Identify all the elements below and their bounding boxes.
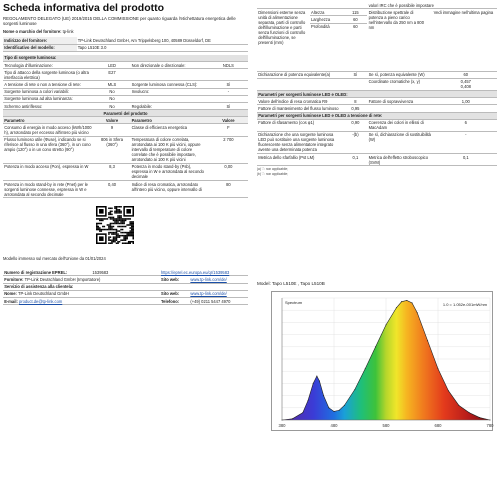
height-label: Altezza — [310, 9, 344, 16]
spectrum-point — [344, 405, 345, 406]
parameter-row — [3, 61, 248, 68]
spectrum-svg — [272, 292, 494, 432]
parameter-row — [3, 81, 248, 88]
spectrum-point — [328, 407, 329, 408]
depth-label: Profondità — [310, 23, 344, 71]
eprel-number: 1539583 — [91, 269, 160, 276]
parameter-row — [257, 98, 497, 105]
parameter-value: 0,1 — [435, 154, 497, 166]
spectrum-point — [427, 340, 428, 341]
chart-title: Model: Tapo L510E , Tapo L510B — [257, 281, 325, 286]
parameter-label: Metrica dello sfarfallio (Pst LM) — [257, 154, 343, 166]
spectrum-point — [323, 395, 324, 396]
placed-on-market: Modello immesso sul mercato dell'Unione da 01/01/2024 — [3, 256, 106, 262]
parameter-label: Non direzionale o direzionale: — [130, 61, 208, 68]
spectrum-point — [316, 376, 317, 377]
address-row — [3, 37, 248, 44]
footer-row-service — [3, 283, 248, 290]
parameter-label: Dichiarazione di potenza equivalente(a) — [257, 72, 343, 79]
parameter-value — [435, 105, 497, 112]
parameter-value: Sì — [343, 72, 367, 79]
parameter-row — [257, 72, 497, 79]
parameter-label: Sorgente luminosa connessa (CLS): — [130, 81, 208, 88]
spectrum-chart — [257, 281, 497, 441]
parameter-value: E27 — [94, 69, 131, 81]
parameter-value — [209, 95, 248, 102]
service-label: Servizio di assistenza alla clientela: — [3, 283, 248, 290]
spectrum-point — [375, 346, 376, 347]
parameter-label: A tensione di rete o non a tensione di rete: — [3, 81, 94, 88]
parameter-row — [257, 105, 497, 112]
parameter-value: -(b) — [343, 131, 367, 153]
parameter-value: 806 in Sfera (360°) — [94, 136, 131, 163]
eprel-link[interactable]: https://eprel.ec.europa.eu/qr/1539583 — [160, 269, 230, 275]
spectral-label: Distribuzione spettrale di potenza a pieno carico nell'intervallo da 250 nm a 800 nm — [367, 9, 429, 71]
parameter-label: Consumo di energia in modo acceso (kWh/1000 h), arrotondato per eccesso all'intero più vicino — [3, 124, 94, 136]
parameter-label: Se sì, dichiarazione di sostituibilità (W) — [367, 131, 434, 153]
parameter-label: Fattore di mantenimento del flusso luminoso — [257, 105, 343, 112]
spectral-value: Vedi immagine nell'ultima pagina — [430, 9, 497, 71]
parameters-table — [3, 55, 248, 198]
parameter-label: Potenza in modo acceso (Pon), espressa in W — [3, 163, 94, 180]
spectrum-point — [417, 312, 418, 313]
x-tick-label: 780 — [486, 423, 494, 428]
supplier2-value: TP-Link Deutschland GmbH (Importatore) — [24, 277, 101, 282]
parameter-row — [257, 119, 497, 131]
address-value: TP-Link Deutschland GmbH, Am Trippelsberg 100, 40589 Düsseldorf, DE — [77, 37, 249, 44]
spectrum-point — [448, 390, 449, 391]
parameter-value: - — [435, 131, 497, 153]
parameter-label: Regolabile: — [130, 102, 208, 109]
parameter-label — [367, 105, 434, 112]
parameter-label: Coerenza dei colori in ellissi di MacAdam — [367, 119, 434, 131]
section-header: Parametri per sorgenti luminose LED e OLED: — [257, 90, 497, 97]
plot-label: Spectrum — [285, 300, 303, 305]
parameter-value: 0,95 — [343, 105, 367, 112]
model-label: Identificativo del modello: — [3, 44, 77, 51]
parameter-value: 60 — [435, 72, 497, 79]
parameter-value: 0,1 — [343, 154, 367, 166]
dims-label: Dimensioni esterne senza unità di alimentazione separata, parti di controllo dell'illuminazione e parti senza funzioni di controllo dell'illuminazione, se presenti (mm) — [257, 9, 310, 71]
regulation-text: REGOLAMENTO DELEGATO (UE) 2019/2015 DELLA COMMISSIONE per quanto riguarda l'etichettatura energetica delle sorgenti luminose — [3, 16, 236, 27]
eprel-label: Numero di registrazione EPREL: — [3, 269, 91, 276]
parameter-value: No — [94, 95, 131, 102]
site2-label: Sito web: — [160, 290, 189, 297]
parameter-value: MLS — [94, 81, 131, 88]
parameter-label: Tipo di attacco della sorgente luminosa (o altra interfaccia elettrica) — [3, 69, 94, 81]
parameter-row — [257, 154, 497, 166]
address-label: Indirizzo del fornitore: — [3, 37, 77, 44]
parameter-value: 0,40 — [94, 181, 131, 198]
parameter-row — [3, 163, 248, 180]
parameter-label: Flusso luminoso utile (Φuse), indicando se si riferisce al flusso in una sfera (360°), in un cono ampio (120°) o in un cono stretto (90°) — [3, 136, 94, 163]
footnote-b: (b) '-': non applicabile; — [257, 172, 288, 177]
parameter-row — [3, 95, 248, 102]
parameter-value: 1,00 — [435, 98, 497, 105]
email-label: E-mail: — [4, 298, 18, 304]
parameter-value: LED — [94, 61, 131, 68]
parameter-label: Metrica dell'effetto stroboscopico (SVM) — [367, 154, 434, 166]
parameter-row — [257, 78, 497, 90]
parameter-label: Involucro: — [130, 88, 208, 95]
parameter-value: - — [209, 88, 248, 95]
parameter-value: Sì — [209, 102, 248, 109]
supplier-name: tp-link — [62, 29, 74, 35]
parameter-label: Parametro — [130, 117, 208, 124]
spectrum-point — [401, 301, 402, 302]
right-column — [257, 2, 497, 176]
supplier-table — [3, 37, 248, 51]
right-params-table — [257, 72, 497, 167]
parameter-label: Sorgente luminosa ad alta luminanza: — [3, 95, 94, 102]
name-label: Nome: — [4, 291, 17, 297]
spectrum-point — [339, 410, 340, 411]
spectrum-point — [334, 411, 335, 412]
spectrum-point — [365, 368, 366, 369]
parameter-value — [209, 69, 248, 81]
width-value: 60 — [343, 16, 367, 23]
section-header: Parametri del prodotto — [3, 110, 248, 117]
spectrum-point — [354, 389, 355, 390]
parameter-label: Coordinate cromatiche (x, y) — [367, 78, 434, 90]
parameter-value: 80 — [209, 181, 248, 198]
parameter-row — [3, 69, 248, 81]
phone-value: (+49) 0211 5447 4970 — [189, 297, 248, 304]
parameter-value: Valore — [209, 117, 248, 124]
parameter-label — [257, 78, 343, 90]
color-note-row — [257, 2, 497, 9]
supplier-name-label: Nome o marchio del fornitore: — [3, 29, 62, 35]
spectrum-point — [292, 418, 293, 419]
site-label: Sito web: — [160, 276, 189, 283]
parameter-label — [130, 69, 208, 81]
x-tick-label: 480 — [330, 423, 338, 428]
section-header: Tipo di sorgente luminosa: — [3, 55, 248, 62]
parameter-label — [130, 95, 208, 102]
spectrum-point — [406, 300, 407, 301]
parameter-label: Dichiarazione che una sorgente luminosa LED può sostituire una sorgente luminosa fluorescente senza alimentatore integrato avente una determinata potenza — [257, 131, 343, 153]
spectrum-point — [319, 380, 320, 381]
spectrum-point — [313, 383, 314, 384]
supplier2-label: Fornitore: — [4, 277, 24, 282]
parameter-row — [3, 117, 248, 124]
depth-value: 60 — [343, 23, 367, 71]
parameter-value: 8 — [343, 98, 367, 105]
parameter-value: Sì — [209, 81, 248, 88]
parameter-value: 6 — [435, 119, 497, 131]
parameter-label: Potenza in modo stand-by (Psb), espressa in W e arrotondata al secondo decimale — [130, 163, 208, 180]
parameter-label: Fattore di sfasamento (cos φ1) — [257, 119, 343, 131]
footer-row-supplier — [3, 276, 248, 283]
spectrum-point — [458, 405, 459, 406]
parameter-value: 9 — [94, 124, 131, 136]
parameter-label: Fattore di sopravvivenza — [367, 98, 434, 105]
parameter-label: Tecnologia d'illuminazione: — [3, 61, 94, 68]
spectrum-point — [396, 307, 397, 308]
section-header: Parametri per sorgenti luminose LED e OLED a tensione di rete: — [257, 112, 497, 119]
parameter-label: Se sì, potenza equivalente (W) — [367, 72, 434, 79]
parameter-value: No — [94, 102, 131, 109]
chart-plot — [271, 291, 493, 431]
dimensions-table — [257, 2, 497, 72]
footer-row-contact — [3, 297, 248, 304]
parameter-value: 8,3 — [94, 163, 131, 180]
plot-annotation: 1.0 = 1.052e-001mW/nm — [442, 302, 487, 307]
footnote-a: (a) '-': non applicabile; — [257, 167, 288, 172]
section-row — [257, 90, 497, 97]
parameter-value: NDLS — [209, 61, 248, 68]
model-row — [3, 44, 248, 51]
phone-label: Telefono: — [160, 297, 189, 304]
name-value: TP-Link Deutschland GmbH — [18, 291, 69, 297]
parameter-label: Indice di resa cromatica, arrotondato all'intero più vicino, oppure intervallo di — [130, 181, 208, 198]
parameter-label: Valore dell'indice di resa cromatica R9 — [257, 98, 343, 105]
qr-code-icon[interactable] — [96, 206, 134, 244]
parameter-row — [3, 181, 248, 198]
color-note: valori IRC che è possibile impostare — [367, 2, 497, 9]
footer-row-eprel — [3, 269, 248, 276]
parameter-value: F — [209, 124, 248, 136]
spectrum-point — [469, 412, 470, 413]
parameter-row — [3, 55, 248, 62]
parameter-value: 0,00 — [209, 163, 248, 180]
parameter-row — [3, 136, 248, 163]
parameter-value: 2 700 — [209, 136, 248, 163]
parameter-value: Valore — [94, 117, 131, 124]
x-tick-label: 380 — [278, 423, 286, 428]
spectrum-point — [308, 400, 309, 401]
width-label: Larghezza — [310, 16, 344, 23]
parameter-label: Sorgente luminosa a colori variabili: — [3, 88, 94, 95]
site2-link[interactable]: www.tp-link.com/de/ — [190, 291, 227, 297]
qr-area — [3, 202, 248, 254]
parameter-label: Potenza in modo stand-by in rete (Pnet) per le sorgenti luminose connesse, espressa in W e arrotondata al secondo decimale — [3, 181, 94, 198]
spectrum-point — [302, 412, 303, 413]
parameter-row — [3, 102, 248, 109]
spectrum-point — [479, 417, 480, 418]
parameter-row — [257, 131, 497, 153]
email-link[interactable]: product.de@tp-link.com — [18, 298, 63, 304]
parameter-row — [3, 88, 248, 95]
parameter-label: Temperatura di colore correlata, arrotondata ai 100 K più vicini, oppure intervallo di temperature di colore correlate che è possibile impostare, arrotondato ai 100 K più vicini — [130, 136, 208, 163]
spectrum-point — [386, 324, 387, 325]
parameter-value: No — [94, 88, 131, 95]
page-title: Scheda informativa del prodotto — [3, 2, 165, 14]
site-link[interactable]: www.tp-link.com/de/ — [190, 277, 227, 282]
parameter-row — [3, 124, 248, 136]
x-tick-label: 580 — [382, 423, 390, 428]
dimensions-row — [257, 9, 497, 16]
parameter-value — [343, 78, 367, 90]
parameter-value: 0,90 — [343, 119, 367, 131]
supplier-name-line — [3, 29, 248, 34]
left-column — [3, 2, 248, 305]
height-value: 115 — [343, 9, 367, 16]
x-tick-label: 680 — [434, 423, 442, 428]
footer-table — [3, 269, 248, 305]
parameter-value: 0,457 0,408 — [435, 78, 497, 90]
model-value: Tapo L510E 3.0 — [77, 44, 249, 51]
section-row — [257, 112, 497, 119]
parameter-label: Schermo antiriflesso: — [3, 102, 94, 109]
parameter-label: Classe di efficienza energetica — [130, 124, 208, 136]
parameter-label: Parametro — [3, 117, 94, 124]
spectrum-point — [412, 302, 413, 303]
parameter-row — [3, 110, 248, 117]
footer-row-name — [3, 290, 248, 297]
spectrum-point — [438, 368, 439, 369]
